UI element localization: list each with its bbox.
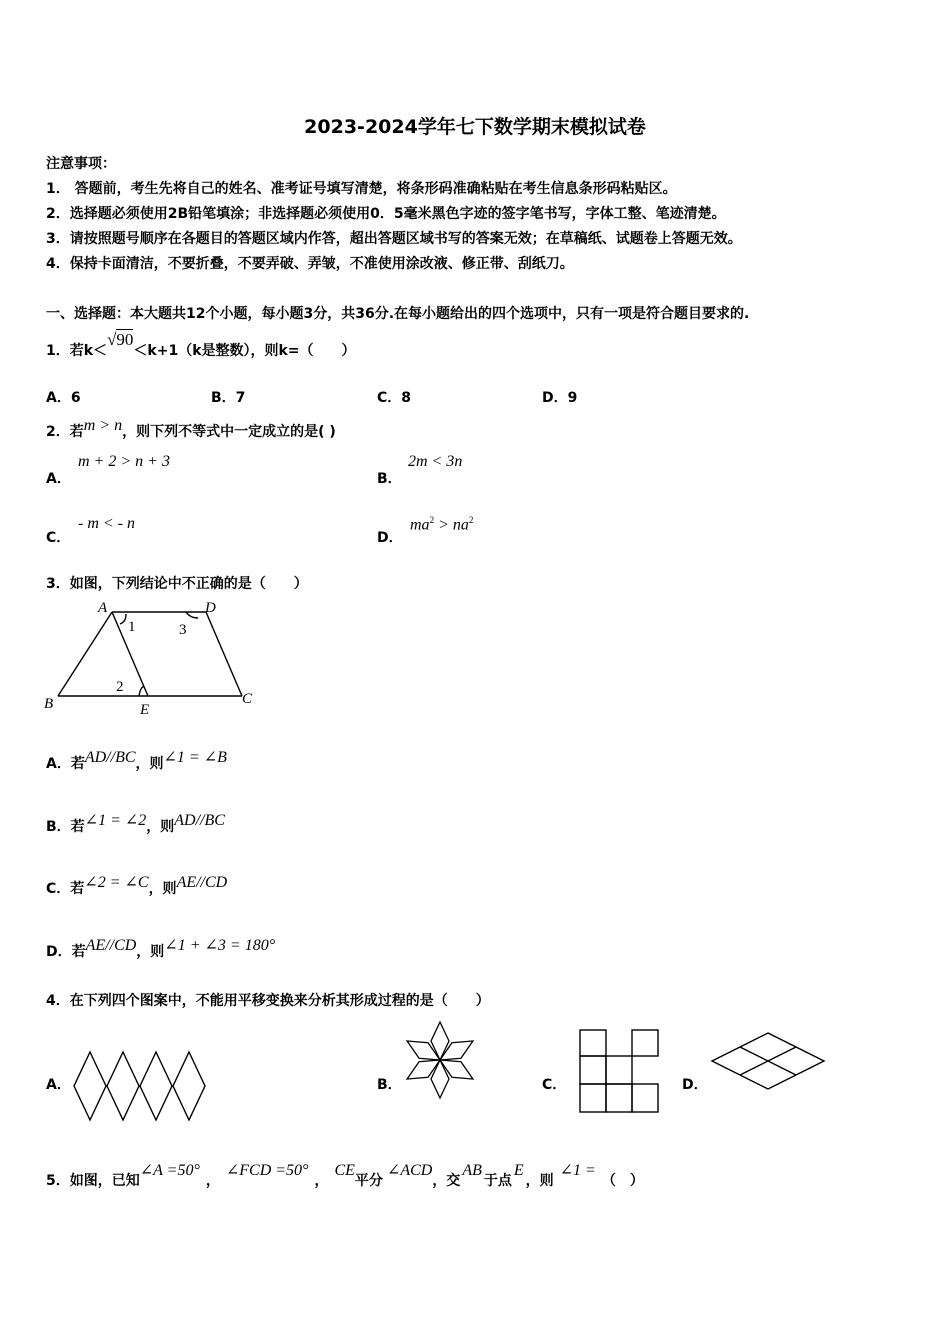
sqrt-icon: √ xyxy=(107,330,117,349)
q5-ab: AB xyxy=(462,1162,482,1179)
q3-b-result: AD//BC xyxy=(174,812,225,829)
q5-comma1: ， xyxy=(205,1173,220,1189)
q5-t2: ，交 xyxy=(432,1173,461,1189)
q3-a-label: A． xyxy=(46,756,71,772)
notice-item: 2．选择题必须使用2B铅笔填涂；非选择题必须使用0．5毫米黑色字迹的签字笔书写，字体工整、笔迹清楚。 xyxy=(46,206,726,222)
q2-label-d: D． xyxy=(377,530,403,546)
label-e: E xyxy=(140,702,150,718)
q4-label-c: C． xyxy=(542,1077,567,1093)
q3-option-c xyxy=(46,874,228,898)
q1-option-c: C．8 xyxy=(377,390,412,406)
q2-condition: m > n xyxy=(83,417,123,434)
q3-b-then: ，则 xyxy=(146,819,175,835)
label-a: A xyxy=(98,600,108,616)
label-angle-3: 3 xyxy=(179,622,187,638)
q4-stem: 4．在下列四个图案中，不能用平移变换来分析其形成过程的是（ ） xyxy=(46,993,490,1009)
q3-b-if: 若 xyxy=(70,819,85,835)
label-angle-2: 2 xyxy=(116,679,124,695)
sqrt-radical xyxy=(107,330,133,350)
q3-a-result: ∠1 = ∠B xyxy=(163,749,227,766)
q3-a-then: ，则 xyxy=(135,756,164,772)
q3-stem: 3．如图，下列结论中不正确的是（ ） xyxy=(46,576,308,592)
q5-comma2: ， xyxy=(314,1173,329,1189)
q3-c-result: AE//CD xyxy=(176,874,228,891)
q2-label-c: C． xyxy=(46,530,71,546)
label-angle-1: 1 xyxy=(128,619,136,635)
q4-label-d: D． xyxy=(682,1077,708,1093)
pattern-b-star xyxy=(402,1018,478,1102)
q2-post: ，则下列不等式中一定成立的是( ) xyxy=(122,424,336,440)
pattern-d-rhombus xyxy=(710,1030,828,1092)
q3-c-cond: ∠2 = ∠C xyxy=(84,874,149,891)
question-2 xyxy=(46,417,336,441)
q2-label-b: B． xyxy=(377,471,402,487)
q1-radicand: 90 xyxy=(116,330,134,349)
q5-angle-1: ∠1 = xyxy=(559,1162,596,1179)
q3-option-d xyxy=(46,937,276,961)
question-1 xyxy=(46,330,356,360)
trapezoid-figure xyxy=(40,596,270,721)
q3-option-b xyxy=(46,812,225,836)
q3-d-label: D． xyxy=(46,944,72,960)
q3-b-cond: ∠1 = ∠2 xyxy=(84,812,147,829)
q3-a-cond: AD//BC xyxy=(84,749,136,766)
section-heading: 一、选择题：本大题共12个小题，每小题3分，共36分.在每小题给出的四个选项中，只有一项是符合题目要求的. xyxy=(46,306,750,322)
label-b: B xyxy=(44,696,54,712)
question-5 xyxy=(46,1162,644,1190)
q3-d-if: 若 xyxy=(71,944,86,960)
q5-angle-acd: ∠ACD xyxy=(386,1162,433,1179)
q3-c-label: C． xyxy=(46,881,71,897)
pattern-c-squares xyxy=(578,1028,662,1116)
segment-dc xyxy=(206,612,242,696)
q2-pre: 2．若 xyxy=(46,424,84,440)
pattern-a-diamonds xyxy=(72,1050,214,1122)
q5-t1: 平分 xyxy=(354,1173,383,1189)
q1-option-d: D．9 xyxy=(542,390,578,406)
q1-post: ＜k+1（k是整数），则k=（ ） xyxy=(133,343,356,359)
q4-label-a: A． xyxy=(46,1077,71,1093)
q2-d-na: > na xyxy=(434,516,469,534)
page-title: 2023-2024学年七下数学期末模拟试卷 xyxy=(304,116,646,138)
q2-option-d xyxy=(410,515,473,534)
q3-c-then: ，则 xyxy=(148,881,177,897)
q5-t4: ，则 xyxy=(525,1173,554,1189)
q5-end: （ ） xyxy=(601,1173,644,1189)
notice-item: 1． 答题前，考生先将自己的姓名、准考证号填写清楚，将条形码准确粘贴在考生信息条形码粘贴区。 xyxy=(46,181,677,197)
notice-item: 4．保持卡面清洁，不要折叠，不要弄破、弄皱，不准使用涂改液、修正带、刮纸刀。 xyxy=(46,256,574,272)
q3-d-cond: AE//CD xyxy=(85,937,137,954)
q2-option-a: m + 2 > n + 3 xyxy=(78,453,170,470)
q1-option-b: B．7 xyxy=(211,390,246,406)
q2-d-exp1: 2 xyxy=(429,515,435,525)
q3-a-if: 若 xyxy=(70,756,85,772)
q2-option-b: 2m < 3n xyxy=(408,453,463,470)
q5-angle-fcd: ∠FCD =50° xyxy=(225,1162,309,1179)
label-d: D xyxy=(205,600,216,616)
q1-option-a: A．6 xyxy=(46,390,81,406)
q4-label-b: B． xyxy=(377,1077,402,1093)
label-c: C xyxy=(242,691,253,707)
notice-heading: 注意事项： xyxy=(46,156,116,172)
q2-option-c: - m < - n xyxy=(78,515,136,532)
q2-label-a: A． xyxy=(46,471,71,487)
q2-d-ma: ma xyxy=(410,516,430,534)
angle-3-arc xyxy=(186,612,198,618)
q3-b-label: B． xyxy=(46,819,71,835)
q3-d-result: ∠1 + ∠3 = 180° xyxy=(164,937,276,954)
q3-option-a xyxy=(46,749,227,773)
q5-e: E xyxy=(513,1162,524,1179)
q5-ce: CE xyxy=(334,1162,355,1179)
q3-d-then: ，则 xyxy=(136,944,165,960)
q3-c-if: 若 xyxy=(70,881,85,897)
q5-t3: 于点 xyxy=(483,1173,512,1189)
angle-1-arc xyxy=(120,614,126,624)
angle-2-arc xyxy=(139,686,144,696)
q5-angle-a: ∠A =50° xyxy=(139,1162,200,1179)
q2-d-exp2: 2 xyxy=(468,515,474,525)
segment-ab xyxy=(58,612,112,696)
q1-pre: 1．若k＜ xyxy=(46,343,108,359)
notice-item: 3．请按照题号顺序在各题目的答题区域内作答，超出答题区域书写的答案无效；在草稿纸、试题卷上答题无效。 xyxy=(46,231,742,247)
q5-pre: 5．如图，已知 xyxy=(46,1173,140,1189)
